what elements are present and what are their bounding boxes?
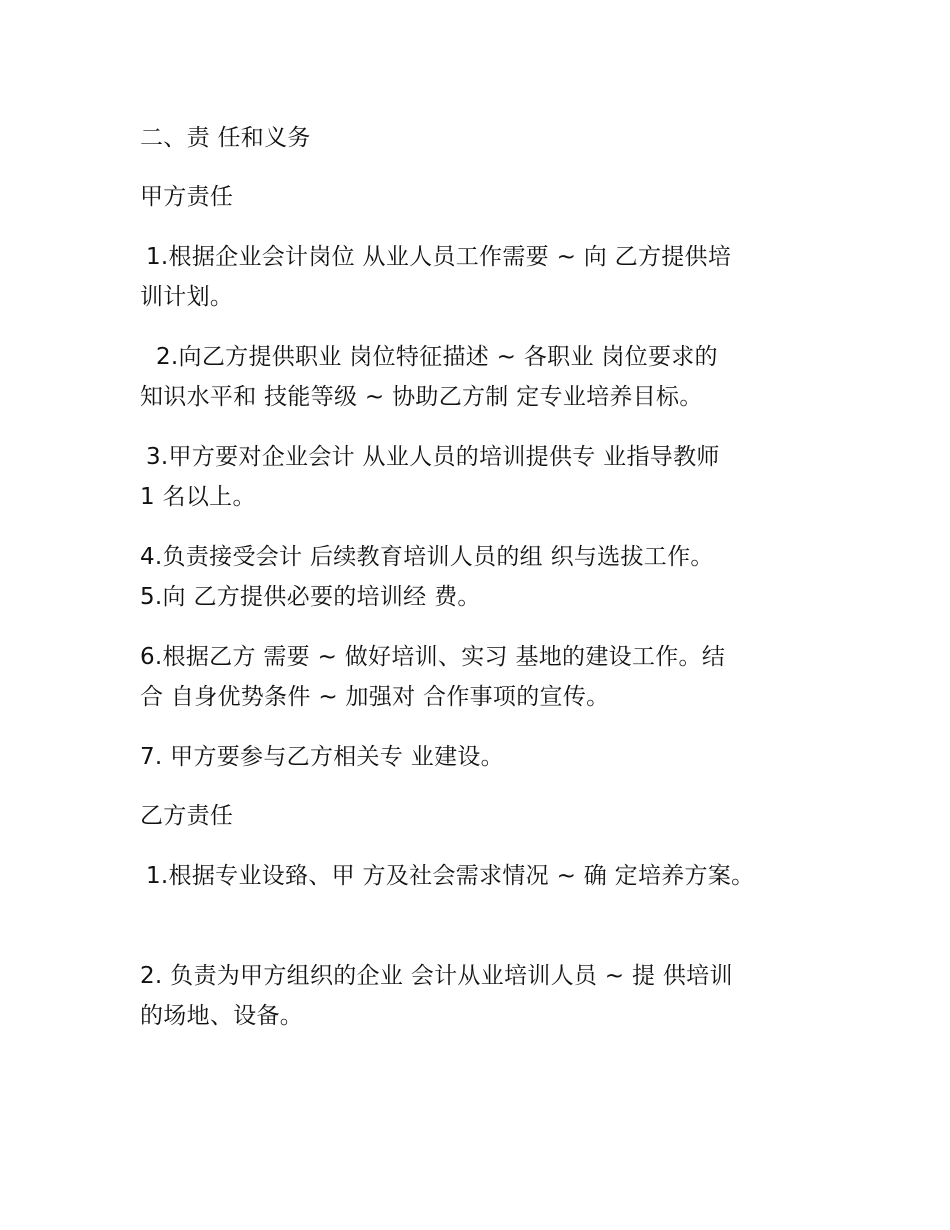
paragraph-line: 1 名以上。 xyxy=(140,484,256,510)
paragraph-line: 3.甲方要对企业会计 从业人员的培训提供专 业指导教师 xyxy=(146,444,720,470)
paragraph-line: 的场地、设备。 xyxy=(140,1003,304,1029)
paragraph-line: 1.根据企业会计岗位 从业人员工作需要 ~ 向 乙方提供培 xyxy=(146,244,732,270)
party-a-heading: 甲方责任 xyxy=(140,184,234,210)
paragraph-line: 2.向乙方提供职业 岗位特征描述 ~ 各职业 岗位要求的 xyxy=(156,344,718,370)
party-b-heading: 乙方责任 xyxy=(140,803,234,829)
paragraph-line: 4.负责接受会计 后续教育培训人员的组 织与选拔工作。 xyxy=(140,544,714,570)
section-heading: 二、责 任和义务 xyxy=(140,125,311,151)
paragraph-line: 5.向 乙方提供必要的培训经 费。 xyxy=(140,584,481,610)
paragraph-line: 1.根据专业设臵、甲 方及社会需求情况 ~ 确 定培养方案。 xyxy=(146,863,755,889)
paragraph-line: 6.根据乙方 需要 ~ 做好培训、实习 基地的建设工作。结 xyxy=(140,644,726,670)
paragraph-line: 2. 负责为甲方组织的企业 会计从业培训人员 ~ 提 供培训 xyxy=(140,963,733,989)
paragraph-line: 知识水平和 技能等级 ~ 协助乙方制 定专业培养目标。 xyxy=(140,384,703,410)
paragraph-line: 合 自身优势条件 ~ 加强对 合作事项的宣传。 xyxy=(140,684,610,710)
paragraph-line: 训计划。 xyxy=(140,284,234,310)
paragraph-line: 7. 甲方要参与乙方相关专 业建设。 xyxy=(140,744,504,770)
